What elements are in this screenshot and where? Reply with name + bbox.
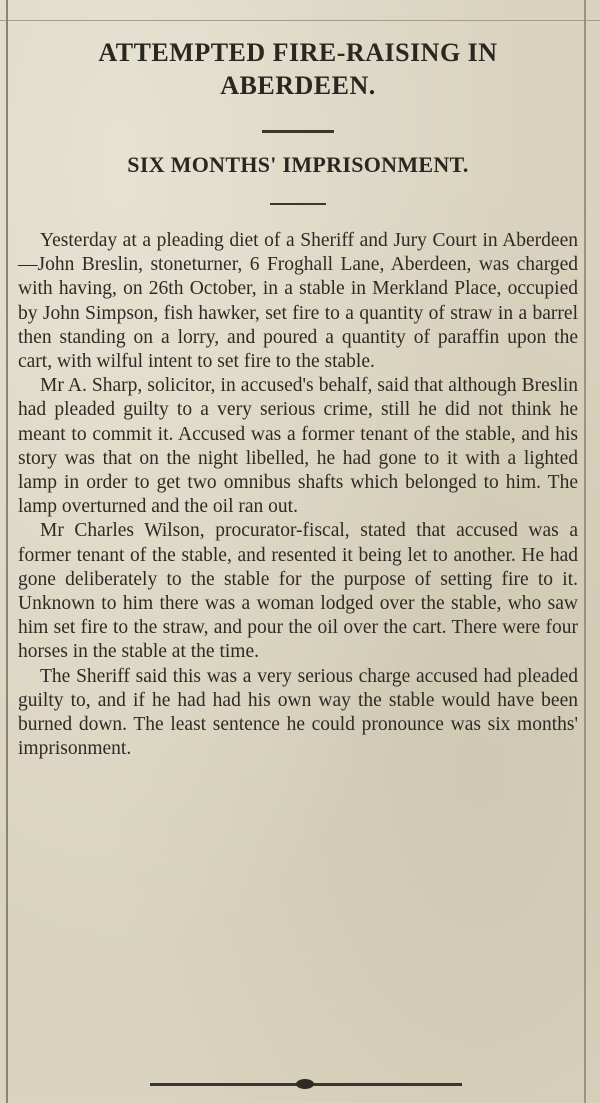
article-body <box>18 229 578 761</box>
article-headline: ATTEMPTED FIRE-RAISING IN ABERDEEN. <box>98 38 498 100</box>
headline-divider <box>262 130 334 133</box>
article-paragraph: Yesterday at a pleading diet of a Sheriff and Jury Court in Aberdeen —John Breslin, stoneturner, 6 Froghall Lane, Aberdeen, was charged with having, on 26th October, in a stable in Merkland Place, occupied by John Simpson, fish hawker, set fire to a quantity of straw in a barrel then standing on a lorry, and poured a quantity of paraffin upon the cart, with wilful intent to set fire to the stable. <box>18 230 578 373</box>
article-end-ornament <box>296 1079 314 1089</box>
article-subheadline: SIX MONTHS' IMPRISONMENT. <box>127 152 469 177</box>
article-paragraph: Mr A. Sharp, solicitor, in accused's behalf, said that although Breslin had pleaded guilty to a very serious crime, still he did not think he meant to commit it. Accused was a former tenant of the stable, and his story was that on the night libelled, he had gone to it with a lighted lamp in order to get two omnibus shafts which belonged to him. The lamp overturned and the oil ran out. <box>18 375 578 518</box>
article-content <box>18 36 578 761</box>
top-border-rule <box>0 20 600 21</box>
subheadline-divider <box>270 203 326 205</box>
left-column-rule <box>6 0 8 1103</box>
article-paragraph: Mr Charles Wilson, procurator-fiscal, stated that accused was a former tenant of the stable, and resented it being let to another. He had gone deliberately to the stable for the purpose of setting fire to it. Unknown to him there was a woman lodged over the stable, who saw him set fire to the straw, and pour the oil over the cart. There were four horses in the stable at the time. <box>18 520 578 663</box>
article-paragraph: The Sheriff said this was a very serious charge accused had pleaded guilty to, and if he had had his own way the stable would have been burned down. The least sentence he could pronounce was six months' imprisonment. <box>18 665 578 760</box>
right-column-rule <box>584 0 586 1103</box>
